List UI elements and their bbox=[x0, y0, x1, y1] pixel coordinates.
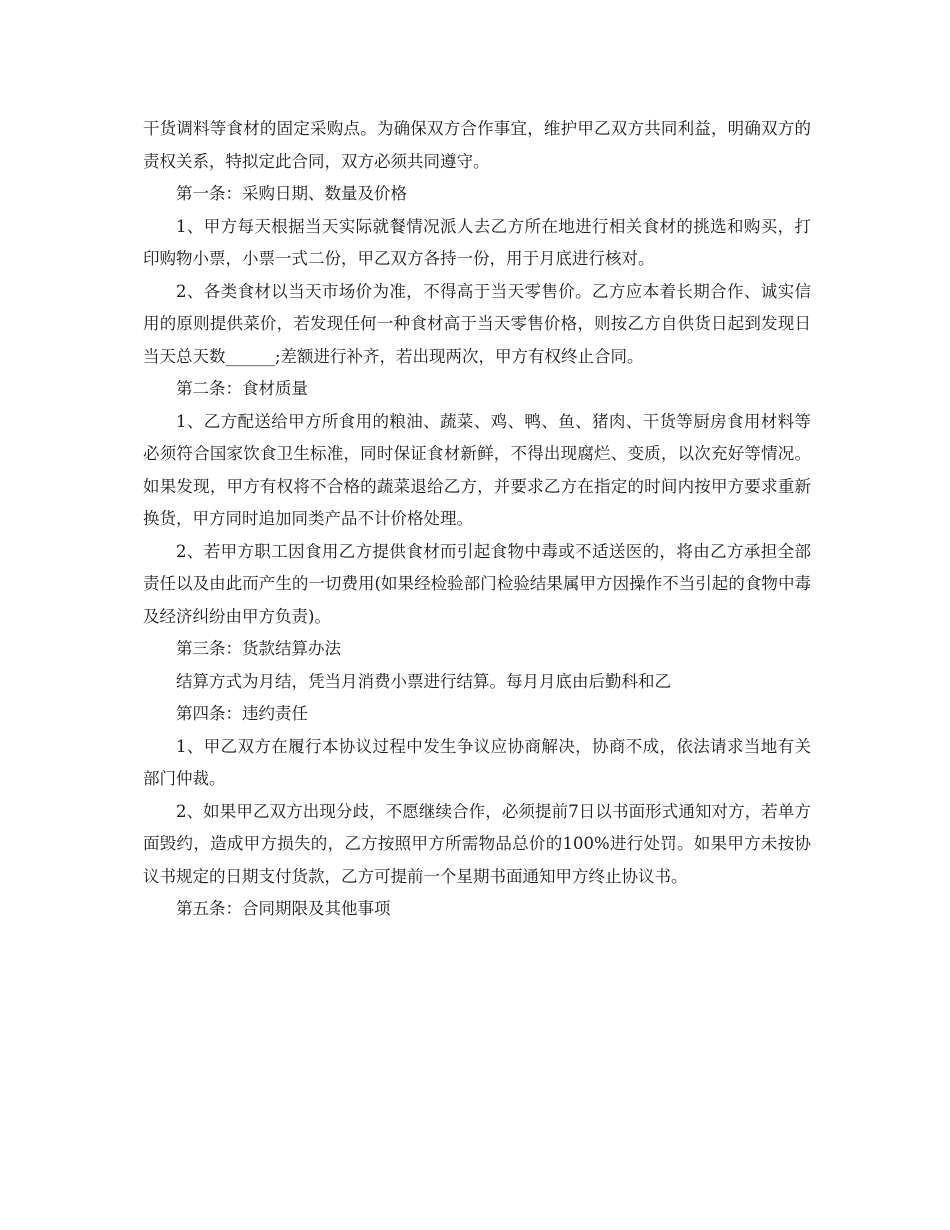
article-1-heading: 第一条：采购日期、数量及价格 bbox=[176, 184, 407, 203]
document-body bbox=[143, 113, 811, 926]
article-2-clause-1: 1、乙方配送给甲方所食用的粮油、蔬菜、鸡、鸭、鱼、猪肉、干货等厨房食用材料等必须符合国家饮食卫生标准，同时保证食材新鲜，不得出现腐烂、变质，以次充好等情况。如果发现，甲方有权将不合格的蔬菜退给乙方，并要求乙方在指定的时间内按甲方要求重新换货，甲方同时追加同类产品不计价格处理。 bbox=[143, 411, 811, 528]
paragraph-intro-continued: 干货调料等食材的固定采购点。为确保双方合作事宜，维护甲乙双方共同利益，明确双方的责权关系，特拟定此合同，双方必须共同遵守。 bbox=[143, 119, 811, 171]
article-4-clause-1: 1、甲乙双方在履行本协议过程中发生争议应协商解决，协商不成，依法请求当地有关部门仲裁。 bbox=[143, 736, 811, 788]
article-2-clause-2: 2、若甲方职工因食用乙方提供食材而引起食物中毒或不适送医的，将由乙方承担全部责任以及由此而产生的一切费用(如果经检验部门检验结果属甲方因操作不当引起的食物中毒及经济纠纷由甲方负责)。 bbox=[143, 541, 811, 626]
article-1-clause-1: 1、甲方每天根据当天实际就餐情况派人去乙方所在地进行相关食材的挑选和购买，打印购物小票，小票一式二份，甲乙双方各持一份，用于月底进行核对。 bbox=[143, 216, 811, 268]
article-5-heading: 第五条：合同期限及其他事项 bbox=[176, 899, 391, 918]
article-4-clause-2: 2、如果甲乙双方出现分歧，不愿继续合作，必须提前7日以书面形式通知对方，若单方面毁约，造成甲方损失的，乙方按照甲方所需物品总价的100%进行处罚。如果甲方未按协议书规定的日期支付货款，乙方可提前一个星期书面通知甲方终止协议书。 bbox=[143, 801, 811, 886]
article-3-heading: 第三条：货款结算办法 bbox=[176, 639, 341, 658]
article-4-heading: 第四条：违约责任 bbox=[176, 704, 308, 723]
article-1-clause-2: 2、各类食材以当天市场价为准，不得高于当天零售价。乙方应本着长期合作、诚实信用的原则提供菜价，若发现任何一种食材高于当天零售价格，则按乙方自供货日起到发现日当天总天数______;差额进行补齐，若出现两次，甲方有权终止合同。 bbox=[143, 281, 811, 366]
article-2-heading: 第二条：食材质量 bbox=[176, 379, 308, 398]
article-3-body: 结算方式为月结，凭当月消费小票进行结算。每月月底由后勤科和乙 bbox=[176, 671, 671, 691]
